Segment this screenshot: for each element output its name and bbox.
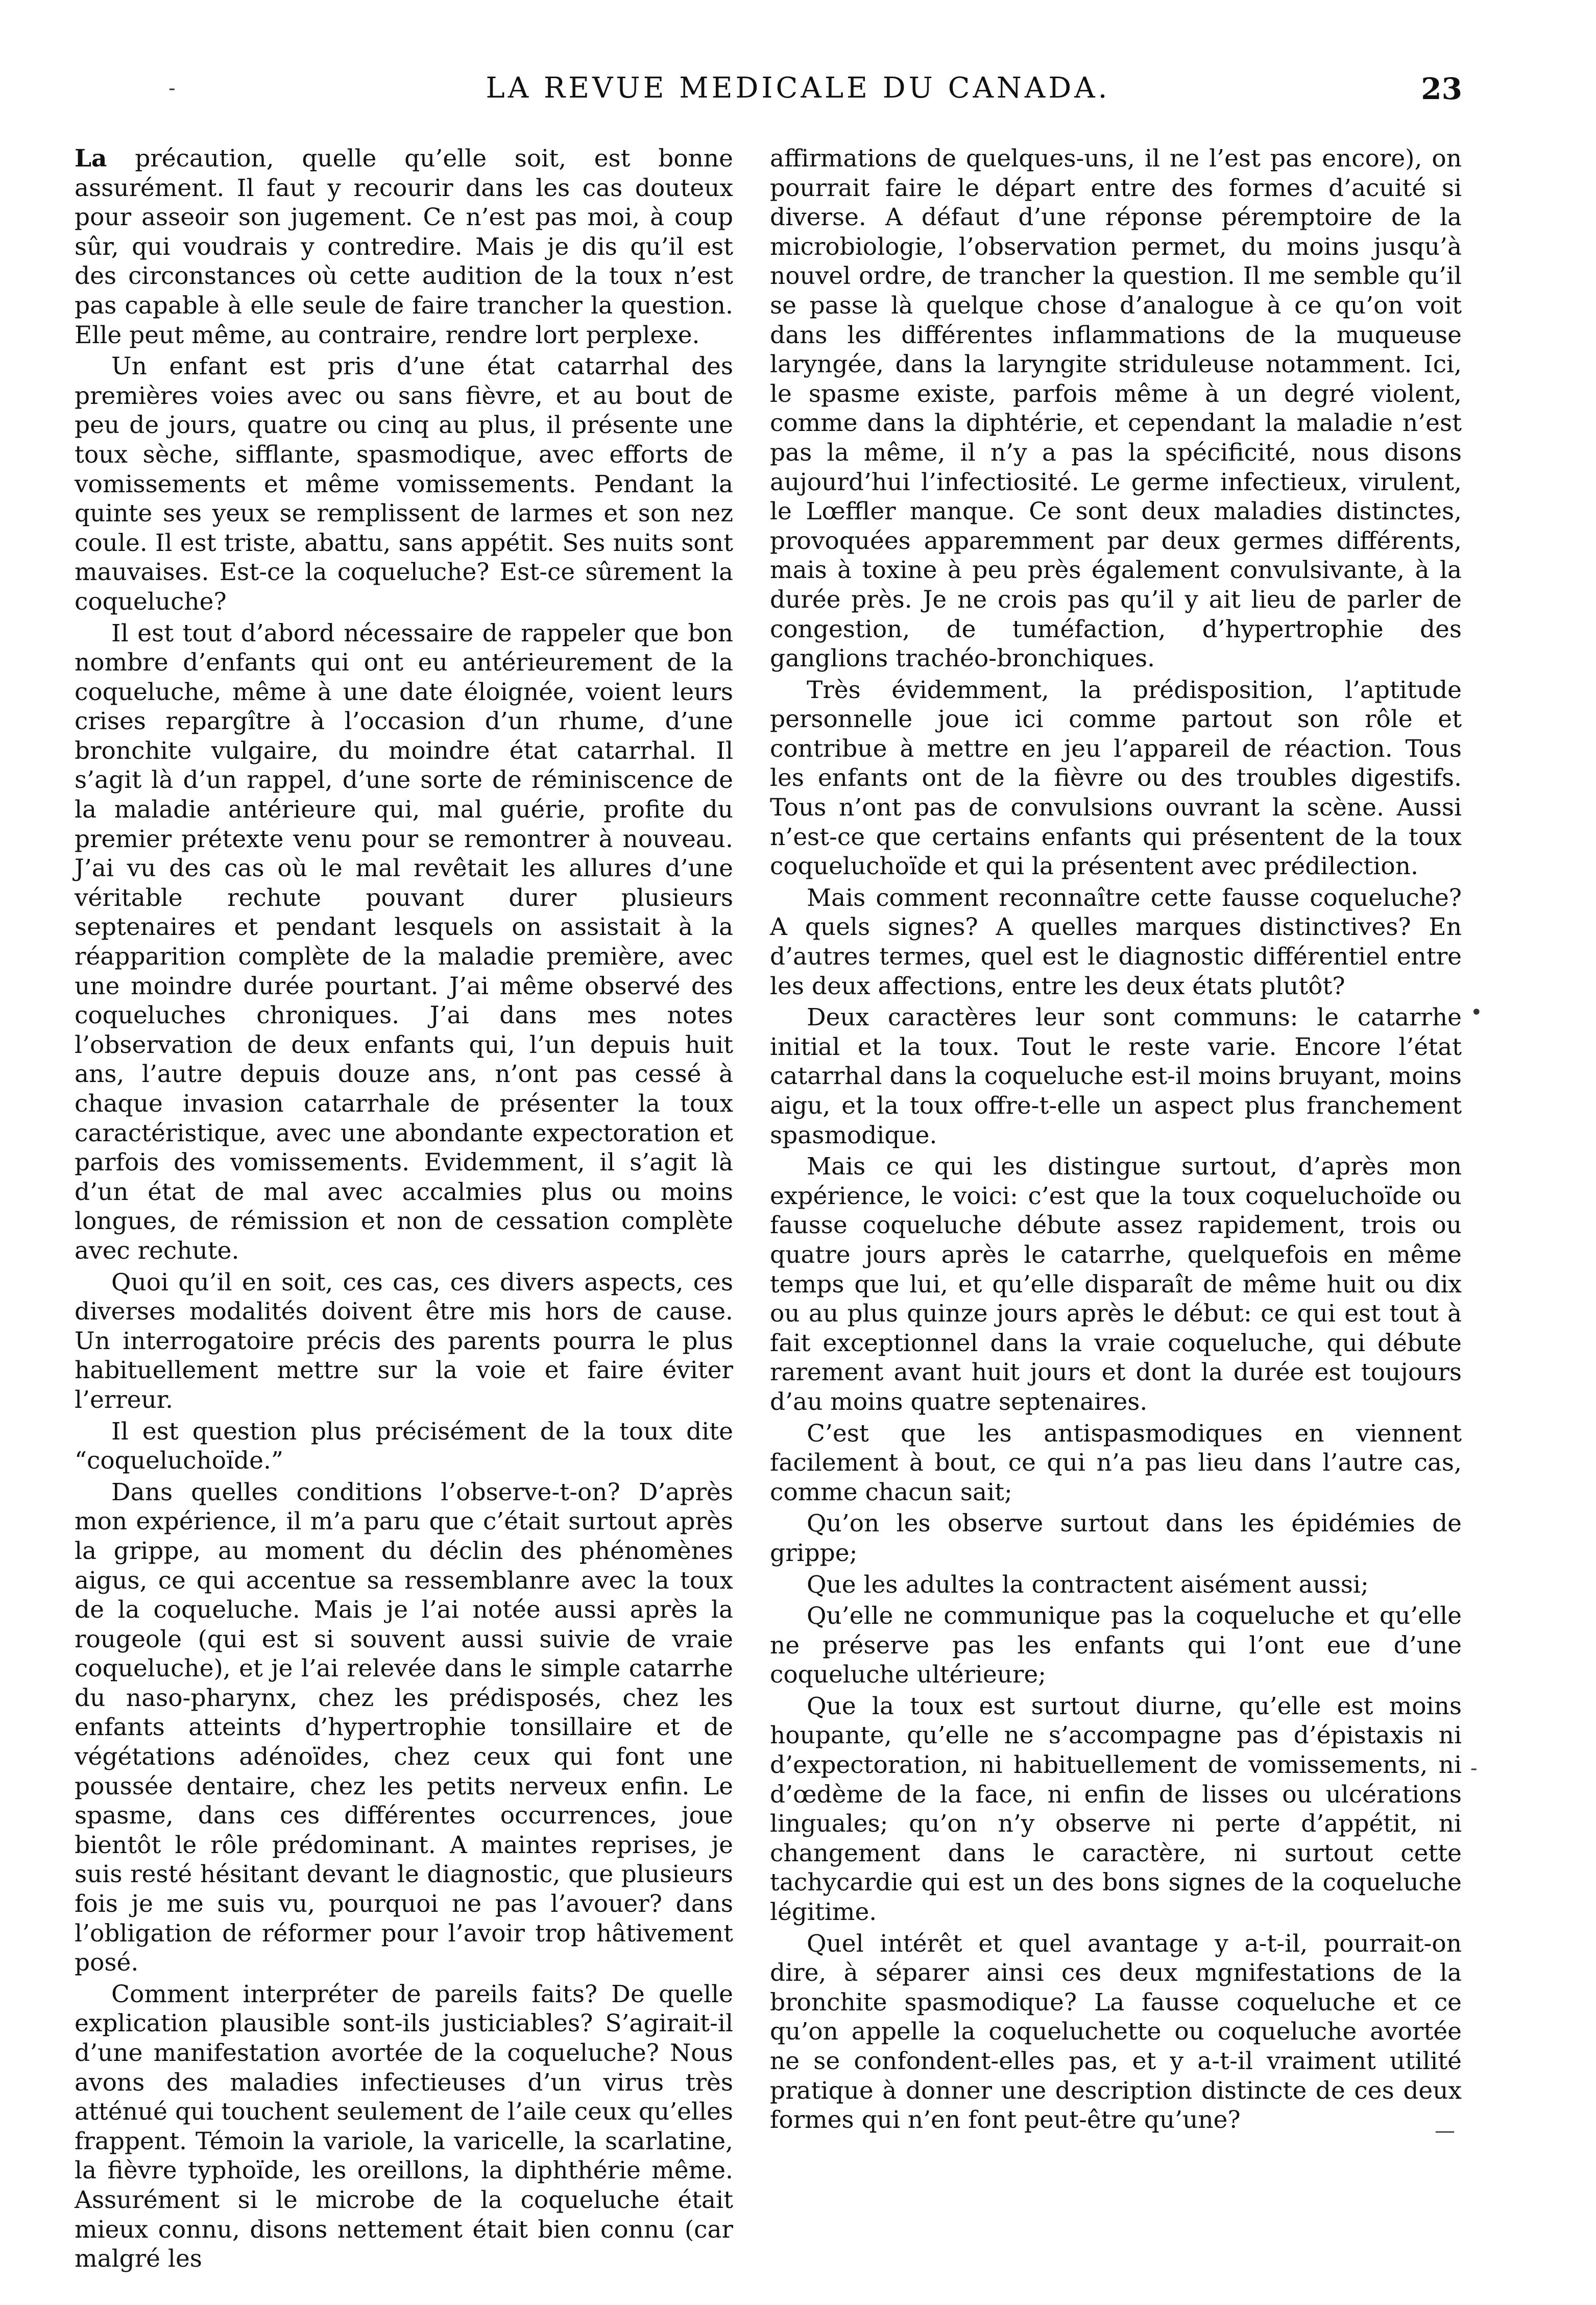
page-header [0,71,1596,112]
paragraph: affirmations de quelques-uns, il ne l’est pas encore), on pourrait faire le départ entre des formes d’acuité si diverse. A défaut d’une réponse péremptoire de la microbiologie, l’observation permet, du moins jusqu’à nouvel ordre, de trancher la question. Il me semble qu’il se passe là quelque chose d’analogue à ce qu’on voit dans les différentes inflammations de la muqueuse laryngée, dans la laryngite striduleuse notamment. Ici, le spasme existe, parfois même à un degré violent, comme dans la diphtérie, et cependant la maladie n’est pas la même, il n’y a pas la spécificité, nous disons aujourd’hui l’infectiosité. Le germe infectieux, virulent, le Lœffler manque. Ce sont deux maladies distinctes, provoquées apparemment par deux germes différents, mais à toxine à peu près également convulsivante, à la durée près. Je ne crois pas qu’il y ait lieu de parler de congestion, de tuméfaction, d’hypertrophie des ganglions trachéo-bronchiques. [770,145,1462,673]
page-number: 23 [1421,71,1462,106]
paragraph: Qu’elle ne communique pas la coqueluche et qu’elle ne préserve pas les enfants qui l’ont eue d’une coqueluche ultérieure; [770,1602,1462,1689]
paragraph: Dans quelles conditions l’observe-t-on? D’après mon expérience, il m’a paru que c’était surtout après la grippe, au moment du déclin des phénomènes aigus, ce qui accentue sa ressemblanre avec la toux de la coqueluche. Mais je l’ai notée aussi après la rougeole (qui est si souvent aussi suivie de vraie coqueluche), et je l’ai relevée dans le simple catarrhe du naso-pharynx, chez les prédisposés, chez les enfants atteints d’hypertrophie tonsillaire et de végétations adénoïdes, chez ceux qui font une poussée dentaire, chez les petits nerveux enfin. Le spasme, dans ces différentes occurrences, joue bientôt le rôle prédominant. A maintes reprises, je suis resté hésitant devant le diagnostic, que plusieurs fois je me suis vu, pourquoi ne pas l’avouer? dans l’obligation de réformer pour l’avoir trop hâtivement posé. [75,1478,733,1977]
paragraph: C’est que les antispasmodiques en viennent facilement à bout, ce qui n’a pas lieu dans l’autre cas, comme chacun sait; [770,1419,1462,1506]
margin-mark: - [1470,1757,1478,1780]
paragraph-text: précaution, quelle qu’elle soit, est bonne assurément. Il faut y recourir dans les cas douteux pour asseoir son jugement. Ce n’est pas moi, à coup sûr, qui voudrais y contredire. Mais je dis qu’il est des circonstances où cette audition de la toux n’est pas capable à elle seule de faire trancher la question. Elle peut même, au contraire, rendre lort perplexe. [75,145,733,349]
paragraph: Comment interpréter de pareils faits? De quelle explication plausible sont-ils justiciables? S’agirait-il d’une manifestation avortée de la coqueluche? Nous avons des maladies infectieuses d’un virus très atténué qui touchent seulement de l’aile ceux qu’elles frappent. Témoin la variole, la varicelle, la scarlatine, la fièvre typhoïde, les oreillons, la diphthérie même. Assurément si le microbe de la coqueluche était mieux connu, disons nettement était bien connu (car malgré les [75,1980,733,2273]
paragraph: Que la toux est surtout diurne, qu’elle est moins houpante, qu’elle ne s’accompagne pas d’épistaxis ni d’expectoration, ni habituellement de vomissements, ni d’œdème de la face, ni enfin de lisses ou ulcérations linguales; qu’on n’y observe ni perte d’appétit, ni changement dans le caractère, ni surtout cette tachycardie qui est un des bons signes de la coqueluche légitime. [770,1692,1462,1927]
margin-mark: — [1435,2119,1455,2143]
paragraph: Qu’on les observe surtout dans les épidémies de grippe; [770,1509,1462,1567]
paragraph: Mais comment reconnaître cette fausse coqueluche? A quels signes? A quelles marques distinctives? En d’autres termes, quel est le diagnostic différentiel entre les deux affections, entre les deux états plutôt? [770,883,1462,1000]
paragraph: Quel intérêt et quel avantage y a-t-il, pourrait-on dire, à séparer ainsi ces deux mgnifestations de la bronchite spasmodique? La fausse coqueluche et ce qu’on appelle la coqueluchette ou coqueluche avortée ne se confondent-elles pas, et y a-t-il vraiment utilité pratique à donner une description distincte de ces deux formes qui n’en font peut-être qu’une? [770,1929,1462,2134]
paragraph: Un enfant est pris d’une état catarrhal des premières voies avec ou sans fièvre, et au bout de peu de jours, quatre ou cinq au plus, il présente une toux sèche, sifflante, spasmodique, avec efforts de vomissements et même vomissements. Pendant la quinte ses yeux se remplissent de larmes et son nez coule. Il est triste, abattu, sans appétit. Ses nuits sont mauvaises. Est-ce la coqueluche? Est-ce sûrement la coqueluche? [75,352,733,616]
paragraph-lead-word: La [75,145,107,173]
left-column [75,144,733,2276]
paragraph: Il est tout d’abord nécessaire de rappeler que bon nombre d’enfants qui ont eu antérieurement de la coqueluche, même à une date éloignée, voient leurs crises repargître à l’occasion d’un rhume, d’une bronchite vulgaire, du moindre état catarrhal. Il s’agit là d’un rappel, d’une sorte de réminiscence de la maladie antérieure qui, mal guérie, profite du premier prétexte venu pour se remontrer à nouveau. J’ai vu des cas où le mal revêtait les allures d’une véritable rechute pouvant durer plusieurs septenaires et pendant lesquels on assistait à la réapparition complète de la maladie première, avec une moindre durée pourtant. J’ai même observé des coqueluches chroniques. J’ai dans mes notes l’observation de deux enfants qui, l’un depuis huit ans, l’autre depuis douze ans, n’ont pas cessé à chaque invasion catarrhale de présenter la toux caractéristique, avec une abondante expectoration et parfois des vomissements. Evidemment, il s’agit là d’un état de mal avec accalmies plus ou moins longues, de rémission et non de cessation complète avec rechute. [75,619,733,1265]
paragraph: Quoi qu’il en soit, ces cas, ces divers aspects, ces diverses modalités doivent être mis hors de cause. Un interrogatoire précis des parents pourra le plus habituellement mettre sur la voie et faire éviter l’erreur. [75,1268,733,1414]
paragraph: Que les adultes la contractent aisément aussi; [807,1570,1369,1599]
right-column [770,144,1462,2137]
journal-title: LA REVUE MEDICALE DU CANADA. [486,71,1110,105]
paragraph: Mais ce qui les distingue surtout, d’après mon expérience, le voici: c’est que la toux coqueluchoïde ou fausse coqueluche débute assez rapidement, trois ou quatre jours après le catarrhe, quelquefois en même temps que lui, et qu’elle disparaît de même huit ou dix ou au plus quinze jours après le début: ce qui est tout à fait exceptionnel dans la vraie coqueluche, qui débute rarement avant huit jours et dont la durée est toujours d’au moins quatre septenaires. [770,1152,1462,1416]
paragraph: Très évidemment, la prédisposition, l’aptitude personnelle joue ici comme partout son rôle et contribue à mettre en jeu l’appareil de réaction. Tous les enfants ont de la fièvre ou des troubles digestifs. Tous n’ont pas de convulsions ouvrant la scène. Aussi n’est-ce que certains enfants qui présentent de la toux coqueluchoïde et qui la présentent avec prédilection. [770,676,1462,881]
paragraph [75,144,733,350]
margin-mark: - [168,77,176,100]
margin-mark: • [1470,1001,1483,1024]
paragraph: Deux caractères leur sont communs: le catarrhe initial et la toux. Tout le reste varie. Encore l’état catarrhal dans la coqueluche est-il moins bruyant, moins aigu, et la toux offre-t-elle un aspect plus franchement spasmodique. [770,1003,1462,1149]
paragraph: Il est question plus précisément de la toux dite “coqueluchoïde.” [75,1417,733,1475]
